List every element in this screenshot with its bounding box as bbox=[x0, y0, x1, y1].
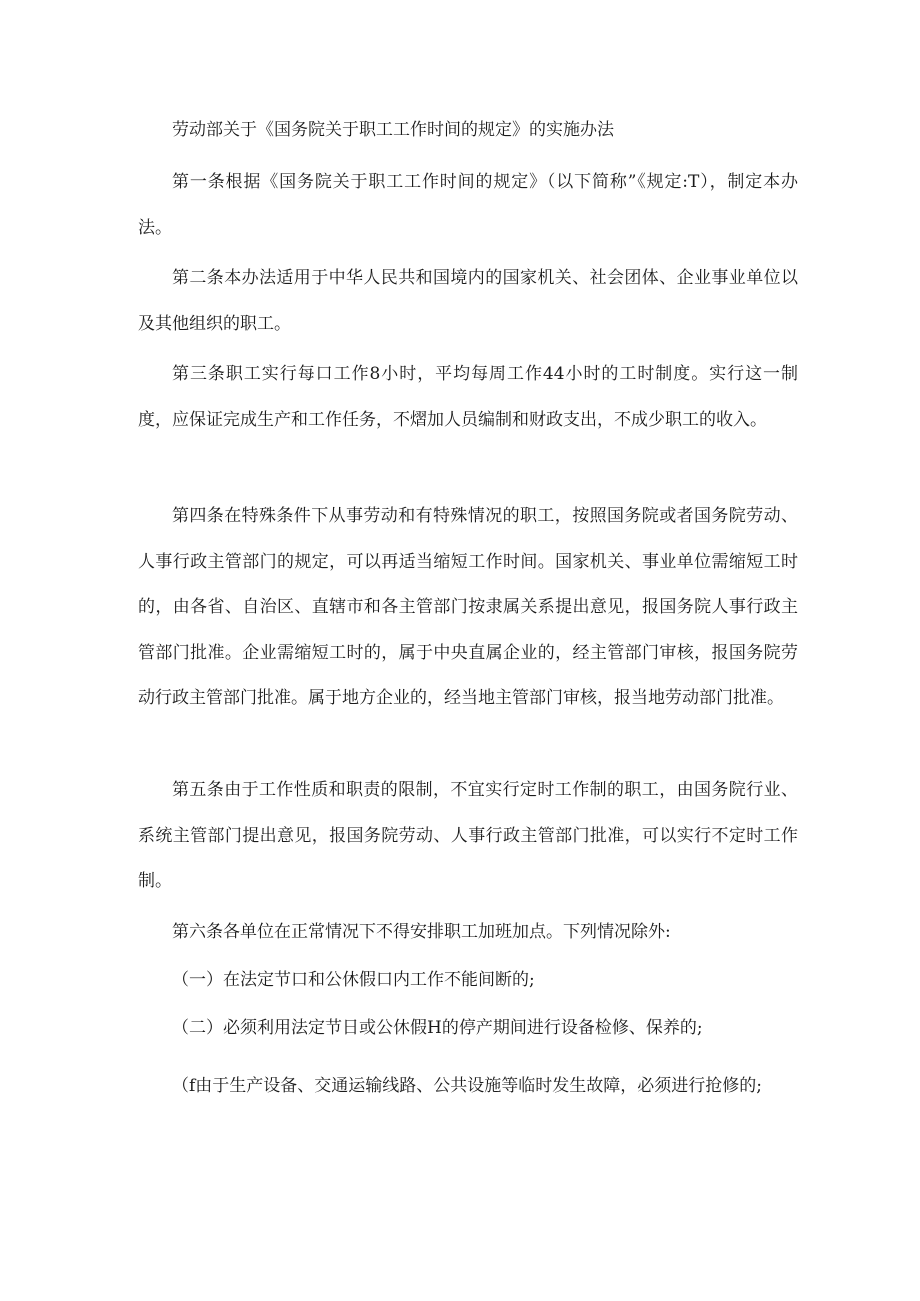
article-6: 第六条各单位在正常情况下不得安排职工加班加点。下列情况除外: bbox=[172, 922, 671, 942]
article-6-item-2: （二）必须利用法定节日或公休假H的停产期间进行设备检修、保养的; bbox=[172, 1018, 703, 1038]
article-4: 第四条在特殊条件下从事劳动和有特殊情况的职工，按照国务院或者国务院劳动、人事行政主管部门的规定，可以再适当缩短工作时间。国家机关、事业单位需缩短工时的，由各省、自治区、直辖市和各主管部门按隶属关系提出意见，报国务院人事行政主管部门批准。企业需缩短工时的，属于中央直属企业的，经主管部门审核，报国务院劳动行政主管部门批准。属于地方企业的，经当地主管部门审核，报当地劳动部门批准。 bbox=[138, 506, 798, 708]
document-title: 劳动部关于《国务院关于职工工作时间的规定》的实施办法 bbox=[172, 120, 614, 140]
article-6-item-1: （一）在法定节口和公休假口内工作不能间断的; bbox=[172, 970, 535, 990]
article-1: 第一条根据《国务院关于职工工作时间的规定》（以下简称”《规定:T），制定本办法。 bbox=[138, 172, 798, 238]
article-6-item-3: （f由于生产设备、交通运输线路、公共设施等临时发生故障，必须进行抢修的; bbox=[172, 1076, 763, 1096]
article-2: 第二条本办法适用于中华人民共和国境内的国家机关、社会团体、企业事业单位以及其他组织的职工。 bbox=[138, 268, 798, 334]
article-5: 第五条由于工作性质和职责的限制，不宜实行定时工作制的职工，由国务院行业、系统主管部门提出意见，报国务院劳动、人事行政主管部门批准，可以实行不定时工作制。 bbox=[138, 780, 798, 891]
article-3: 第三条职工实行每口工作8小时，平均每周工作44小时的工时制度。实行这一制度，应保证完成生产和工作任务，不熠加人员编制和财政支出，不成少职工的收入。 bbox=[138, 364, 798, 430]
